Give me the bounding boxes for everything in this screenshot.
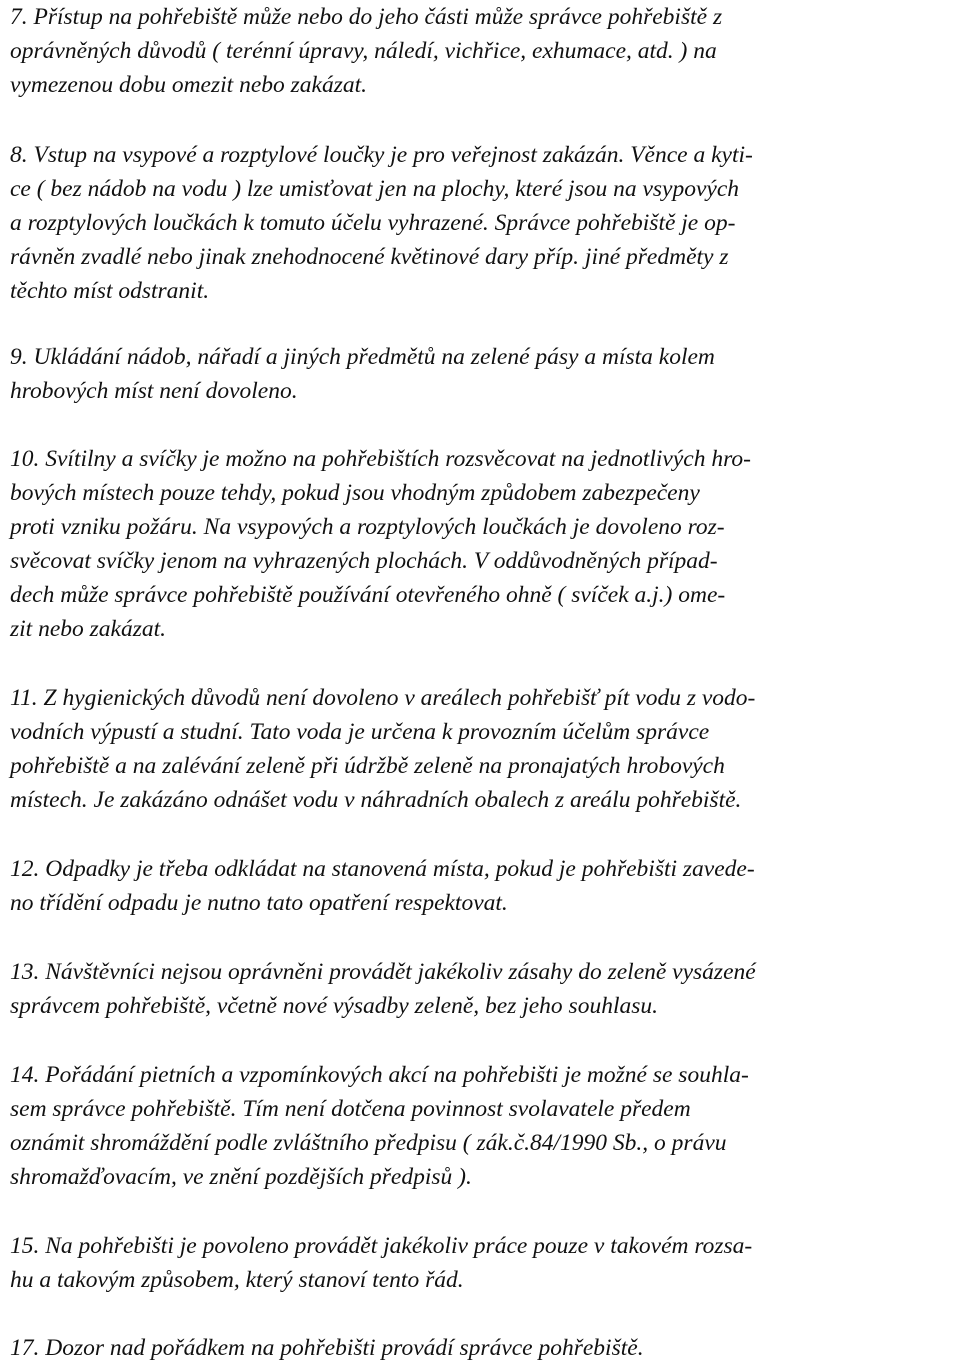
paragraph-12 [10, 852, 960, 920]
paragraph-9 [10, 340, 960, 408]
paragraph-line: proti vzniku požáru. Na vsypových a rozptylových loučkách je dovoleno roz- [10, 514, 725, 540]
paragraph-15 [10, 1229, 960, 1297]
paragraph-8 [10, 138, 960, 308]
paragraph-line: Vstup na vsypové a rozptylové loučky je pro veřejnost zakázán. Věnce a kyti- [33, 142, 753, 168]
paragraph-17 [10, 1331, 960, 1365]
paragraph-line: Návštěvníci nejsou oprávněni provádět jakékoliv zásahy do zeleně vysázené [45, 959, 756, 985]
paragraph-line: vymezenou dobu omezit nebo zakázat. [10, 72, 367, 98]
paragraph-10 [10, 442, 960, 646]
paragraph-line: ce ( bez nádob na vodu ) lze umisťovat jen na plochy, které jsou na vsypových [10, 176, 740, 202]
paragraph-13 [10, 955, 960, 1023]
paragraph-number: 11. [10, 685, 38, 711]
paragraph-number: 13. [10, 959, 40, 985]
paragraph-line: těchto míst odstranit. [10, 278, 210, 304]
paragraph-line: rávněn zvadlé nebo jinak znehodnocené květinové dary příp. jiné předměty z [10, 244, 729, 270]
paragraph-line: Odpadky je třeba odkládat na stanovená místa, pokud je pohřebišti zavede- [45, 856, 755, 882]
paragraph-line: Přístup na pohřebiště může nebo do jeho části může správce pohřebiště z [33, 4, 723, 30]
paragraph-line: hrobových míst není dovoleno. [10, 378, 298, 404]
paragraph-number: 14. [10, 1062, 40, 1088]
paragraph-number: 7. [10, 4, 28, 30]
paragraph-line: bových místech pouze tehdy, pokud jsou vhodným způdobem zabezpečeny [10, 480, 700, 506]
paragraph-line: svěcovat svíčky jenom na vyhrazených plochách. V oddůvodněných případ- [10, 548, 718, 574]
paragraph-line: oprávněných důvodů ( terénní úpravy, náledí, vichřice, exhumace, atd. ) na [10, 38, 717, 64]
paragraph-number: 8. [10, 142, 28, 168]
paragraph-line: sem správce pohřebiště. Tím není dotčena povinnost svolavatele předem [10, 1096, 691, 1122]
paragraph-11 [10, 681, 960, 817]
paragraph-7 [10, 0, 960, 102]
paragraph-number: 10. [10, 446, 40, 472]
paragraph-line: zit nebo zakázat. [10, 616, 167, 642]
paragraph-line: pohřebiště a na zalévání zeleně při údržbě zeleně na pronajatých hrobových [10, 753, 725, 779]
paragraph-number: 15. [10, 1233, 40, 1259]
paragraph-line: Z hygienických důvodů není dovoleno v areálech pohřebišť pít vodu z vodo- [43, 685, 756, 711]
paragraph-number: 12. [10, 856, 40, 882]
paragraph-line: no třídění odpadu je nutno tato opatření respektovat. [10, 890, 508, 916]
paragraph-line: správcem pohřebiště, včetně nové výsadby zeleně, bez jeho souhlasu. [10, 993, 659, 1019]
paragraph-number: 17. [10, 1335, 40, 1361]
paragraph-line: hu a takovým způsobem, který stanoví tento řád. [10, 1267, 464, 1293]
paragraph-line: Dozor nad pořádkem na pohřebišti provádí správce pohřebiště. [45, 1335, 644, 1361]
paragraph-line: a rozptylových loučkách k tomuto účelu vyhrazené. Správce pohřebiště je op- [10, 210, 736, 236]
paragraph-line: Pořádání pietních a vzpomínkových akcí na pohřebišti je možné se souhla- [45, 1062, 749, 1088]
paragraph-line: oznámit shromáždění podle zvláštního předpisu ( zák.č.84/1990 Sb., o právu [10, 1130, 727, 1156]
paragraph-line: místech. Je zakázáno odnášet vodu v náhradních obalech z areálu pohřebiště. [10, 787, 742, 813]
paragraph-14 [10, 1058, 960, 1194]
paragraph-line: dech může správce pohřebiště používání otevřeného ohně ( svíček a.j.) ome- [10, 582, 726, 608]
paragraph-line: Svítilny a svíčky je možno na pohřebištích rozsvěcovat na jednotlivých hro- [45, 446, 751, 472]
paragraph-line: vodních výpustí a studní. Tato voda je určena k provozním účelům správce [10, 719, 710, 745]
paragraph-line: shromažďovacím, ve znění pozdějších předpisů ). [10, 1164, 472, 1190]
paragraph-line: Ukládání nádob, nářadí a jiných předmětů na zelené pásy a místa kolem [33, 344, 715, 370]
paragraph-number: 9. [10, 344, 28, 370]
paragraph-line: Na pohřebišti je povoleno provádět jakékoliv práce pouze v takovém rozsa- [45, 1233, 753, 1259]
